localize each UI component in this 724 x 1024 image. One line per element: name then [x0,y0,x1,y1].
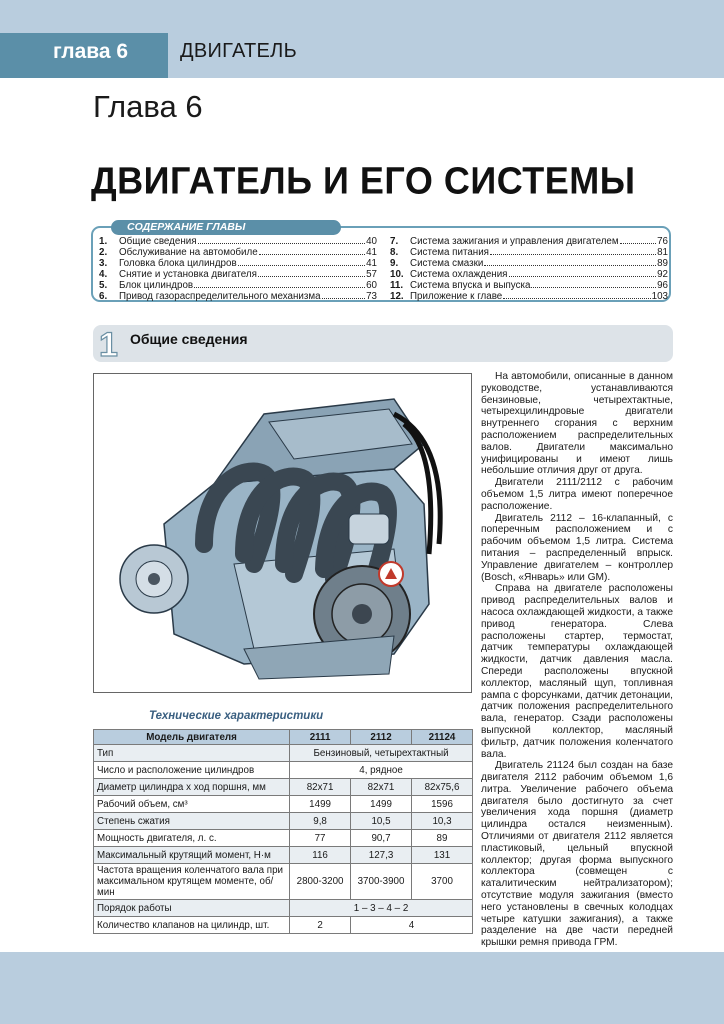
toc-entry-page: 73 [366,291,377,302]
spec-value: 4, рядное [290,762,473,779]
toc-entry-page: 92 [657,269,668,280]
toc-entry [99,258,377,269]
section-title: Общие сведения [130,331,248,347]
toc-entry-leader [503,297,650,299]
toc-entry-leader [259,253,365,255]
specs-header-2111: 2111 [290,730,351,745]
toc-entry [99,269,377,280]
toc-entry-leader [509,275,657,277]
toc-title-pill [111,220,341,235]
toc-entry [390,291,668,302]
toc-entry-title: Головка блока цилиндров [119,258,237,269]
spec-value: 1 – 3 – 4 – 2 [290,900,473,917]
toc-entry-leader [490,253,656,255]
toc-entry-leader [258,275,365,277]
spec-label: Количество клапанов на цилиндр, шт. [94,917,290,934]
chapter-title: ДВИГАТЕЛЬ И ЕГО СИСТЕМЫ [91,158,636,202]
running-title: ДВИГАТЕЛЬ [180,40,298,62]
toc-entry-page: 41 [366,247,377,258]
toc-entry-number: 3. [99,258,108,269]
toc-entry-number: 6. [99,291,108,302]
toc-entry-page: 96 [657,280,668,291]
toc-entry-number: 11. [390,280,404,291]
chapter-tab-label: глава 6 [53,40,129,63]
engine-drawing [94,374,471,692]
spec-value: 3700-3900 [351,864,412,900]
toc-entry-title: Общие сведения [119,236,197,247]
toc-entry [390,236,668,247]
specs-caption: Технические характеристики [149,710,324,722]
toc-entry-title: Система зажигания и управления двигателем [410,236,619,247]
table-row [94,779,473,796]
spec-label: Тип [94,745,290,762]
spec-label: Мощность двигателя, л. с. [94,830,290,847]
body-paragraph: Двигатели 2111/2112 с рабочим объемом 1,5 литра имеют поперечное расположение. [481,477,673,512]
spec-value: 131 [412,847,473,864]
specs-header-model: Модель двигателя [94,730,290,745]
table-row [94,762,473,779]
spec-value: 10,3 [412,813,473,830]
toc-entry [99,280,377,291]
toc-entry-leader [198,242,366,244]
toc-entry [390,269,668,280]
toc-entry-page: 89 [657,258,668,269]
toc-entry-page: 103 [651,291,668,302]
toc-entry-title: Блок цилиндров [119,280,194,291]
table-row [94,900,473,917]
toc-entry-leader [620,242,656,244]
spec-label: Степень сжатия [94,813,290,830]
table-row [94,830,473,847]
table-row [94,813,473,830]
table-row [94,796,473,813]
toc-entry [99,247,377,258]
spec-label: Порядок работы [94,900,290,917]
spec-value: 3700 [412,864,473,900]
spec-value: 2800-3200 [290,864,351,900]
toc-entry-number: 8. [390,247,399,258]
toc-entry-leader [322,297,366,299]
spec-value: 77 [290,830,351,847]
spec-value: 1499 [351,796,412,813]
table-row [94,917,473,934]
spec-value: 82х71 [290,779,351,796]
spec-value: 1499 [290,796,351,813]
spec-value: 82х75,6 [412,779,473,796]
spec-value: 10,5 [351,813,412,830]
toc-left-column [99,236,377,302]
toc-entry-leader [484,264,656,266]
toc-entry-title: Система охлаждения [410,269,508,280]
table-row [94,864,473,900]
body-paragraph: На автомобили, описанные в данном руководстве, устанавливаются бензиновые, четырехтактные, четырехцилиндровые двигатели внутреннего сгорания с верхним расположением распределительных валов. Двигатели максимально унифицированы и имеют лишь небольшие отличия друг от друга. [481,371,673,477]
body-paragraph: Справа на двигателе расположены привод распределительных валов и насоса охлаждающей жидкости, а также привод генератора. Слева расположены стартер, термостат, датчик температуры охлаждающей жидкости, датчик давления масла. Спереди расположены впускной коллектор, масляный щуп, топливная рампа с форсунками, датчик детонации, датчик положения распределительного вала, генератор. Сзади расположены выпускной коллектор, масляный фильтр, датчик положения коленчатого вала. [481,583,673,760]
spec-value: 9,8 [290,813,351,830]
body-paragraph: Двигатель 2112 – 16-клапанный, с поперечным расположением и с рабочим объемом 1,5 литра. Система питания – распределенный впрыск. Управление двигателем – контроллер (Bosch, «Январь» или GM). [481,512,673,583]
toc-entry-leader [238,264,365,266]
table-row [94,847,473,864]
toc-entry [390,247,668,258]
spec-label: Частота вращения коленчатого вала при максимальном крутящем моменте, об/мин [94,864,290,900]
toc-entry [99,291,377,302]
toc-entry-number: 5. [99,280,108,291]
toc-entry-number: 1. [99,236,108,247]
toc-entry-title: Система питания [410,247,489,258]
chapter-label: Глава 6 [93,89,203,124]
toc-entry [390,280,668,291]
toc-entry-leader [531,286,656,288]
footer-band [0,952,724,1024]
toc-entry-page: 40 [366,236,377,247]
spec-label: Максимальный крутящий момент, Н·м [94,847,290,864]
spec-label: Число и расположение цилиндров [94,762,290,779]
specs-header-2112: 2112 [351,730,412,745]
spec-value: Бензиновый, четырехтактный [290,745,473,762]
toc-entry-number: 9. [390,258,399,269]
section-header [93,325,673,362]
spec-label: Диаметр цилиндра х ход поршня, мм [94,779,290,796]
toc-entry-number: 12. [390,291,404,302]
toc-entry-number: 10. [390,269,404,280]
toc-entry-number: 4. [99,269,108,280]
specs-table [93,729,473,934]
body-text [481,371,673,949]
toc-entry-title: Приложение к главе [410,291,503,302]
toc-entry-leader [194,286,365,288]
specs-header-row [94,730,473,745]
spec-label: Рабочий объем, см³ [94,796,290,813]
toc-entry-page: 41 [366,258,377,269]
toc-entry-page: 60 [366,280,377,291]
spec-value: 90,7 [351,830,412,847]
toc-entry-page: 57 [366,269,377,280]
spec-value: 4 [351,917,473,934]
spec-value: 2 [290,917,351,934]
spec-value: 82х71 [351,779,412,796]
toc-entry [390,258,668,269]
toc-title: СОДЕРЖАНИЕ ГЛАВЫ [127,221,246,233]
spec-value: 89 [412,830,473,847]
toc-entry-number: 7. [390,236,399,247]
specs-header-21124: 21124 [412,730,473,745]
engine-illustration [93,373,472,693]
toc-entry-title: Система смазки [410,258,484,269]
toc-entry-title: Снятие и установка двигателя [119,269,257,280]
toc-entry-page: 76 [657,236,668,247]
toc-entry-number: 2. [99,247,108,258]
toc-entry-title: Привод газораспределительного механизма [119,291,321,302]
spec-value: 1596 [412,796,473,813]
table-of-contents [91,221,671,302]
toc-right-column [390,236,668,302]
table-row [94,745,473,762]
toc-entry-title: Обслуживание на автомобиле [119,247,258,258]
toc-entry [99,236,377,247]
body-paragraph: Двигатель 21124 был создан на базе двигателя 2112 рабочим объемом 1,6 литра. Увеличение рабочего объема двигателя было достигнуто за счет увеличения хода поршня (диаметр цилиндра остался неизменным). Отличиями от двигателя 2112 является пластиковый, цельный впускной коллектор; другая форма выпускного коллектора (совмещен с каталитическим нейтрализатором); отсутствие модуля зажигания (вместо него установлены в свечных колодцах четыре катушки зажигания), а также разделение на две части передней крышки ремня привода ГРМ. [481,760,673,949]
spec-value: 116 [290,847,351,864]
chapter-tab [0,33,168,78]
section-number: 1 [99,326,118,364]
spec-value: 127,3 [351,847,412,864]
toc-entry-page: 81 [657,247,668,258]
toc-entry-title: Система впуска и выпуска [410,280,531,291]
